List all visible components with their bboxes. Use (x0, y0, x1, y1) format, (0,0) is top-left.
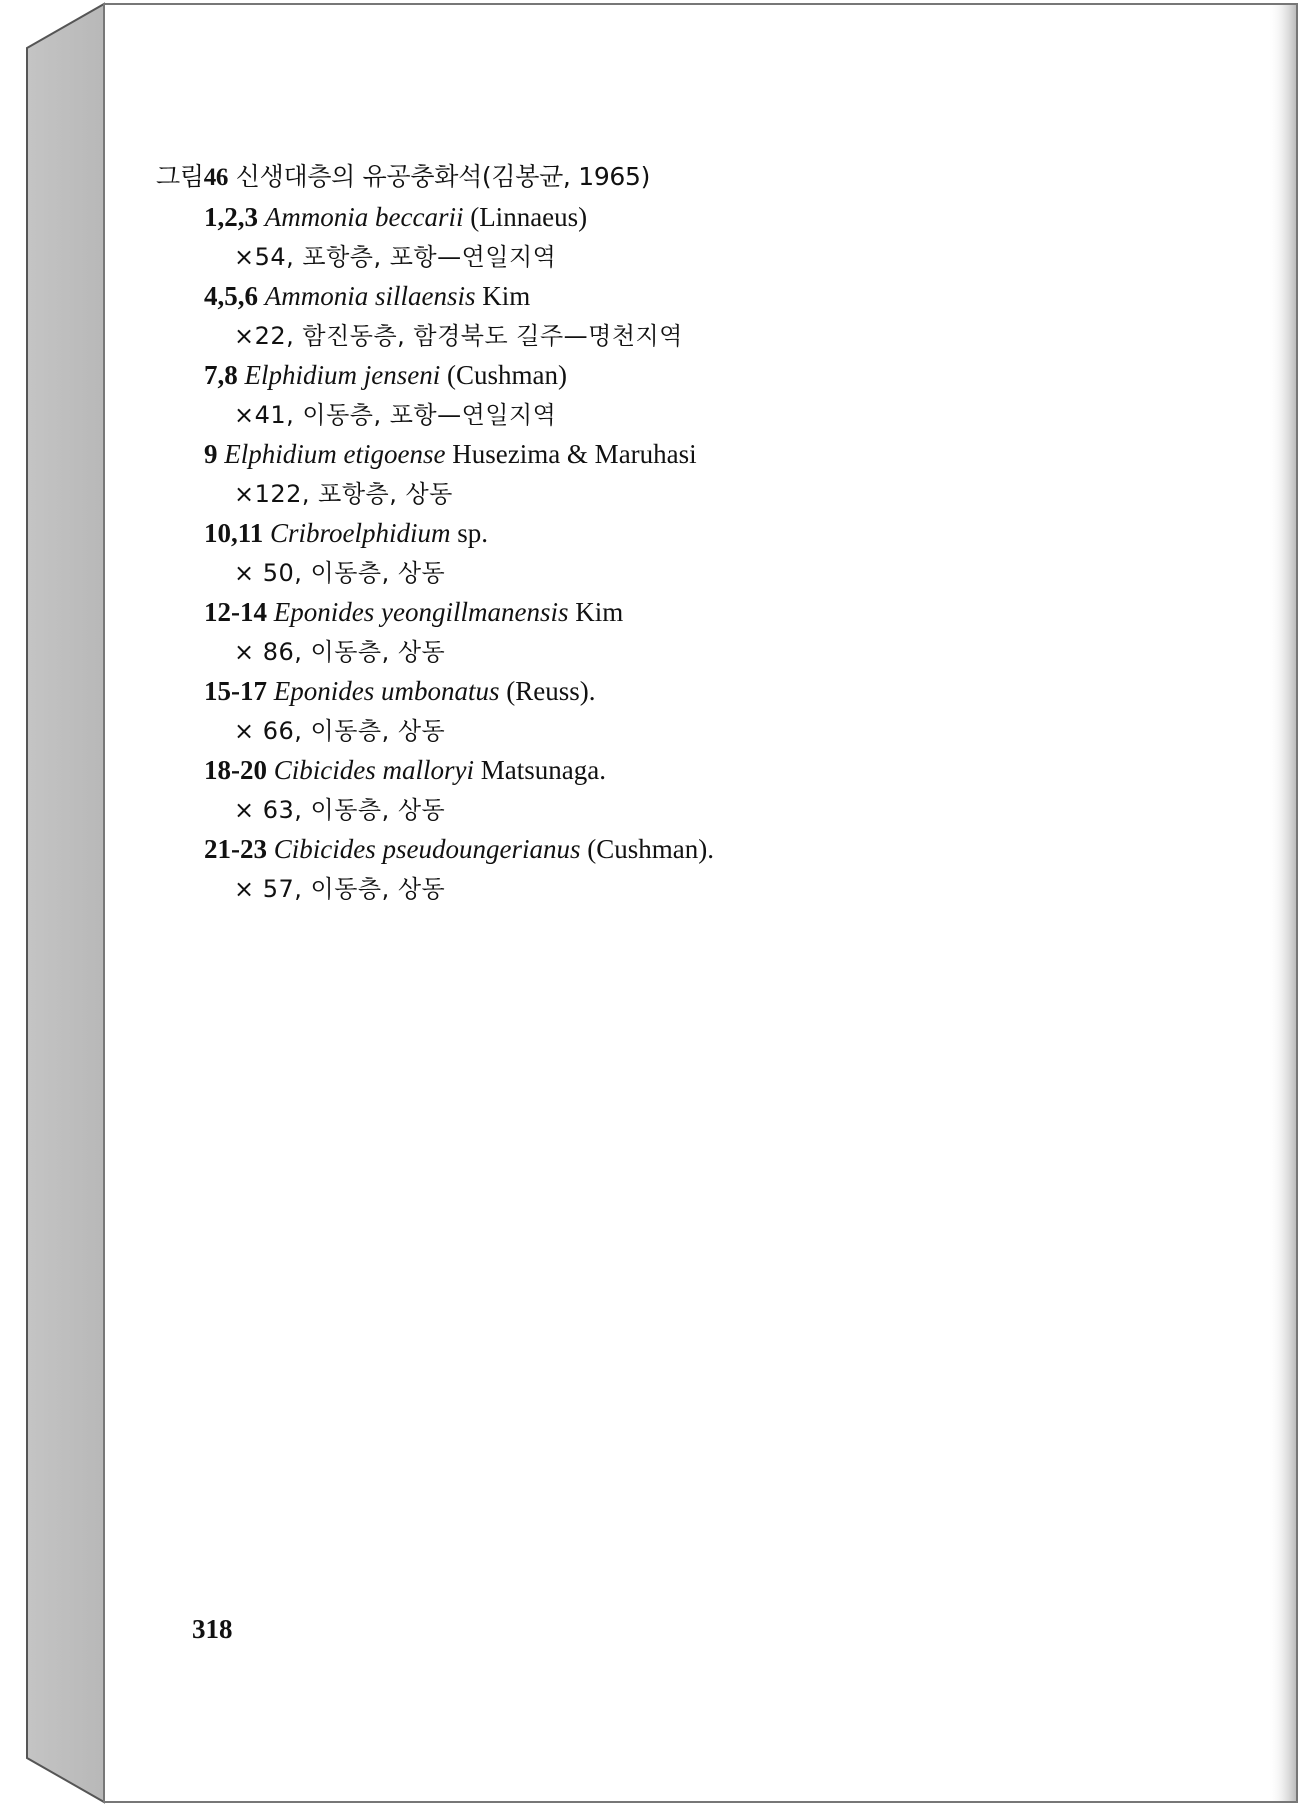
figure-numbers: 4,5,6 (204, 281, 258, 311)
figure-numbers: 9 (204, 439, 218, 469)
species-entry (204, 277, 856, 356)
species-author: Kim (482, 281, 531, 311)
species-detail: ×41, 이동층, 포항—연일지역 (234, 401, 557, 429)
species-author: Matsunaga. (480, 755, 606, 785)
figure-numbers: 18-20 (204, 755, 267, 785)
species-detail: × 57, 이동층, 상동 (234, 875, 446, 903)
figure-numbers: 7,8 (204, 360, 238, 390)
figure-caption-title (156, 160, 856, 196)
species-author: (Linnaeus) (470, 202, 588, 232)
species-entry (204, 672, 856, 751)
species-author: (Cushman). (587, 834, 714, 864)
book-spine (27, 4, 104, 1802)
species-author: Husezima & Maruhasi (452, 439, 697, 469)
species-entry (204, 514, 856, 593)
species-author: Kim (575, 597, 624, 627)
caption-title-text: 신생대층의 유공충화석(김봉균, 1965) (235, 162, 651, 191)
species-detail: ×122, 포항층, 상동 (234, 480, 453, 508)
species-author: (Cushman) (446, 360, 567, 390)
figure-numbers: 12-14 (204, 597, 267, 627)
species-detail: ×54, 포항층, 포항—연일지역 (234, 243, 557, 271)
species-name: Eponides yeongillmanensis (273, 597, 569, 627)
species-detail: × 63, 이동층, 상동 (234, 796, 446, 824)
species-entry (204, 593, 856, 672)
caption-figure-number: 46 (203, 164, 229, 191)
species-entry (204, 356, 856, 435)
page-edge-shadow (1268, 5, 1296, 1801)
species-detail: × 66, 이동층, 상동 (234, 717, 446, 745)
figure-caption-block (156, 160, 856, 909)
species-name: Ammonia beccarii (264, 202, 464, 232)
species-detail: × 86, 이동층, 상동 (234, 638, 446, 666)
figure-numbers: 1,2,3 (204, 202, 258, 232)
species-name: Elphidium etigoense (224, 439, 446, 469)
species-entry (204, 435, 856, 514)
species-detail: × 50, 이동층, 상동 (234, 559, 446, 587)
species-author: sp. (457, 518, 489, 548)
species-entry (204, 830, 856, 909)
species-name: Cibicides pseudoungerianus (273, 834, 581, 864)
figure-numbers: 15-17 (204, 676, 267, 706)
species-name: Cibicides malloryi (273, 755, 474, 785)
species-entry (204, 751, 856, 830)
page-number: 318 (192, 1614, 233, 1644)
species-name: Eponides umbonatus (273, 676, 500, 706)
species-name: Elphidium jenseni (244, 360, 441, 390)
species-name: Cribroelphidium (270, 518, 451, 548)
caption-prefix: 그림 (156, 162, 204, 191)
figure-numbers: 21-23 (204, 834, 267, 864)
species-author: (Reuss). (506, 676, 596, 706)
species-list (204, 198, 856, 909)
figure-numbers: 10,11 (204, 518, 264, 548)
species-detail: ×22, 함진동층, 함경북도 길주—명천지역 (234, 322, 683, 350)
species-name: Ammonia sillaensis (264, 281, 476, 311)
species-entry (204, 198, 856, 277)
